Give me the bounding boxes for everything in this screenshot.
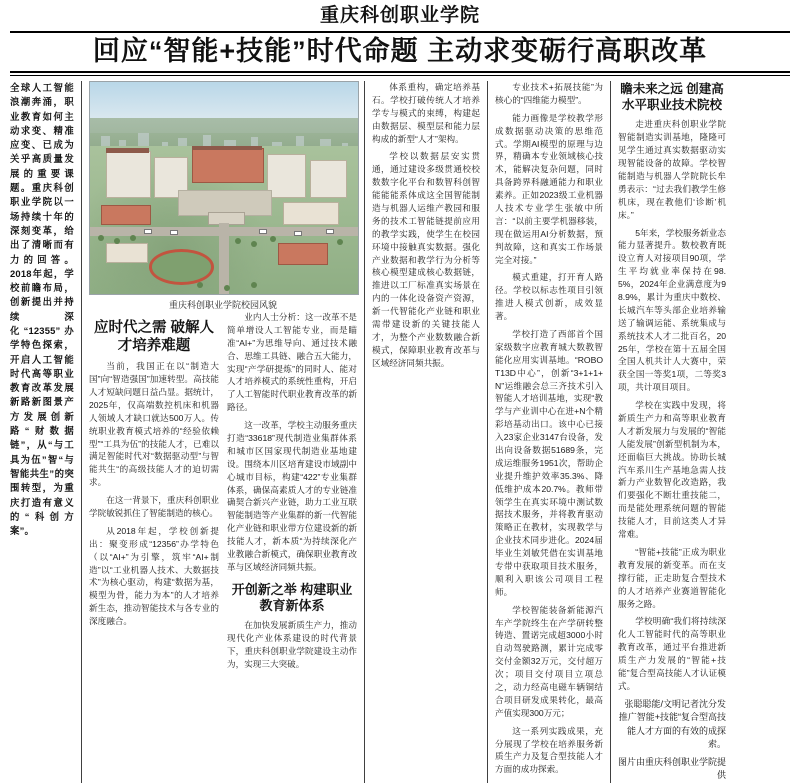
paragraph: 在加快发展新质生产力，推动现代化产业体系建设的时代背景下，重庆科创职业学院建设主动作为，实现三大突破。 [227, 620, 357, 669]
photo-caption: 重庆科创职业学院校园风貌 [168, 299, 277, 310]
section-industry [227, 311, 357, 676]
photo-credit: 图片由重庆科创职业学院提供 [618, 756, 727, 781]
campus-photo [89, 81, 359, 295]
campus-grounds [90, 146, 358, 294]
paragraph: 走进重庆科创职业学院智能制造实训基地，隆隆可见学生通过真实数据驱动实现智能设备的故障。学校智能制造与机器人学院院长牟勇表示：“过去我们教学生修机床，现在教他们‘诊断’机床。” [618, 119, 726, 220]
paragraph: 模式重建，打开育人路径。学校以标志性项目引领推进人模式创新，成效显著。 [495, 272, 603, 322]
paragraph: 学校明确“我们将持续深化人工智能时代的高等职业教育改革，通过平台推进新质生产力发展的“智能+技能”复合型高技能人才认证模式。 [618, 616, 726, 691]
paragraph: 业内人士分析：这一改革不是简单增设人工智能专业，而是瞄准“AI+”为思维导向、通过技术融合、思维工具链、融合五大能力，实现“产学研提炼”的同时人、能对人才培养模式的系统性重构，开启了人工智能时代职业教育改革的新路径。 [227, 311, 357, 413]
campus-photo-wrapper [89, 81, 357, 311]
column-divider [81, 81, 82, 783]
section-innovate-heading: 开创新之举 构建职业教育新体系 [231, 581, 353, 613]
page-headline: 回应“智能+技能”时代命题 主动求变砺行高职改革 [92, 35, 708, 66]
masthead-rule-top [10, 31, 790, 33]
lead-paragraph: 全球人工智能浪潮奔涌，职业教育如何主动求变、精准应变、已成为关乎高质量发展的重要课题。重庆科创职业学院以一场持续十年的深刻变革，给出了清晰而有力的回答。2018年起，学校前瞻布局，创新提出并持续深化“12355”办学特色探索，开启人工智能时代高等职业教育改革发展新路新图景产方发展创新路“财数据链”，从“与工具为伍”智“与智能共生”的突围转型，为重庆打造有意义的“科创方案”。 [10, 81, 74, 537]
paragraph: 能力画像是学校教学形成数据驱动决策的思维范式。学期AI模型的原理与边界，精确本专业领域核心技术，能解决复杂问题，同时具备跨界科融通能力和职业素养。正如2023级工业机器人技术专业学生张敏中所言：“以前主要学机器移装，现在做运用AI分析数据，预判故障，这和真实工作场景完全对接。” [495, 112, 603, 265]
section-need-heading: 应时代之需 破解人才培养难题 [93, 319, 215, 355]
school-name: 重庆科创职业学院 [319, 5, 480, 26]
column-future [618, 81, 726, 783]
column-divider [364, 81, 365, 783]
paragraph: 专业技术+拓展技能”为核心的“四维能力模型”。 [495, 81, 603, 105]
photo-and-text-column [89, 81, 357, 676]
mid-subcolumns [89, 311, 357, 676]
lead-column [10, 81, 74, 539]
section-need [89, 311, 219, 676]
column-tech [495, 81, 603, 781]
paragraph: 5年来，学校服务新业态能力显著提升。数校教育既设立育人对接项目90项，学生平均就业率保持在98.5%，2024年企业满意度为98.9%，累计为重庆中数校、长城汽车等头部企业培养输送了输调运能、系统集成与系统技术人才二批百名，2025年，学校在第十五届全国全国人机共计人大赛中，荣获全国一等奖1项，二等奖3项，共计项目项目。 [618, 227, 726, 393]
paragraph: 体系重构，确定培养基石。学校打破传统人才培养学专与模式的束缚，构建起由数据层、模型层和能力层构成的新型“人才”架构。 [372, 81, 480, 144]
masthead [10, 6, 790, 76]
paragraph: 学校以数据层安实贯通，通过建设多级贯通校校数数字化平台和数智科创智能能能系体成这全国智能制造与机器人运维产教园和服务的技术工智能链提前应用的教学实践，使学生在校园环境中接触真实数据。强化产业数据和教学行为分析等核心模型建成核心数据链，推进以工厂标准真实场景在内的一体化设备资产资源，新一代智能化产业链和职业需带建设新的关键技能人才，为整个产业数数融合新模式，保障职业教育改革与区域经济同频共振。 [372, 151, 480, 368]
paragraph: 从2018年起，学校创新提出：聚变形成“12356”办学特色（以“AI+”为引擎，筑牢“AI+制造”以“工业机器人技术、大数据技术”为核心驱动，构建“数据为基，模型为骨，能力为本”的人才培养新生态，推动智能技术与各专业的深度融合。 [89, 525, 219, 627]
paragraph: 学校在实践中发现，将新质生产力和高等职业教育人才新发展力与发展的“智能人能发展”创新型机制为本，还面临巨大挑战。协助长城汽车系川生产基地急需人技新力产业数智化改造路，我们要强化不断壮重技能二，而是能处理系统问题的智能技能人才，目前这类人才异常难。 [618, 400, 726, 540]
paragraph: 学校打造了西部首个国家级数字应教育城大数教智能化应用实训基地。“ROBOT13D中心”，创新“3+1+1+N”运维融会总三齐技术引入智能人才培训基地，实现“教学与产业训中心在进+N个精彩培基动出口。该中心已接入23家企业3147台设备，发出向设备数据51689条，完成运维服务1951次，帮助企业提升维护效率35.3%、降低维护成本20.7%。教师带领学生在真实环境中测试数据技术服务，并将教育驱动策略正在教材，实现教学与企业技术同步进化。2024届毕业生刘敏凭借在实训基地专带中获取项目技术服务，顺利入职该公司项目工程师。 [495, 328, 603, 597]
section-future-heading: 瞻未来之远 创建高水平职业技术院校 [620, 81, 724, 113]
paragraph: “智能+技能”正成为职业教育发展的新变革。而在支撑行能，正走助复合型技术的人才培养产业赛道智能化服务之路。 [618, 546, 726, 609]
paragraph: 这一系列实践成果，充分展现了学校在培养服务新质生产力及复合型技能人才方面的成功探索。 [495, 725, 603, 775]
paragraph: 这一改革，学校主动服务重庆打造“33618”现代制造业集群体系和城市区国家现代制造业基地建设。围绕本川区培育建设市域副中心城市目标，构建“422”专业集群体系，确保高素质人才的专业链准确契合新兴产业链，助力工业互联智能制造等产业集群的新一代智能化产业链和职业带方位建设新的新技能人才，新本质“为持续深化产业教融合新模式，确保职业教育改革与区域经济同频共振。 [227, 420, 357, 572]
column-innovate [372, 81, 480, 375]
paragraph: 学校智能装备新能源汽车产学院终生在产学研转整铸造、置诺完成超3000小时自动驾驶路测，累计完成零交付金额32万元，交付超万次；项目交付项目立项总之，动力经高电磁车辆铜结合项目研发成果转化，最高产值实现300万元； [495, 604, 603, 718]
paragraph: 在这一背景下，重庆科创职业学院敏锐抓住了智能制造的核心。 [89, 495, 219, 518]
article-body [10, 81, 790, 783]
byline: 张聪聪能/文明记者沈分发推广智能+技能“复合型高技能人才方面的有效的成探索。 [618, 698, 726, 750]
paragraph: 当前，我国正在以“制造大国”向“智造强国”加速转型。高技能人才短缺问题日益凸显。据统计，2025年，仅高端数控机床和机器人领域人才缺口就达500万人。传统职业教育模式培养的“经验依赖型”“工具为伍”的技能人才，已难以满足智能时代对“数据驱动型”与智能共生“的高级技能人才的迫切需求。 [89, 361, 219, 488]
column-divider [487, 81, 488, 783]
column-divider [610, 81, 611, 783]
masthead-rule-bottom [10, 71, 790, 76]
